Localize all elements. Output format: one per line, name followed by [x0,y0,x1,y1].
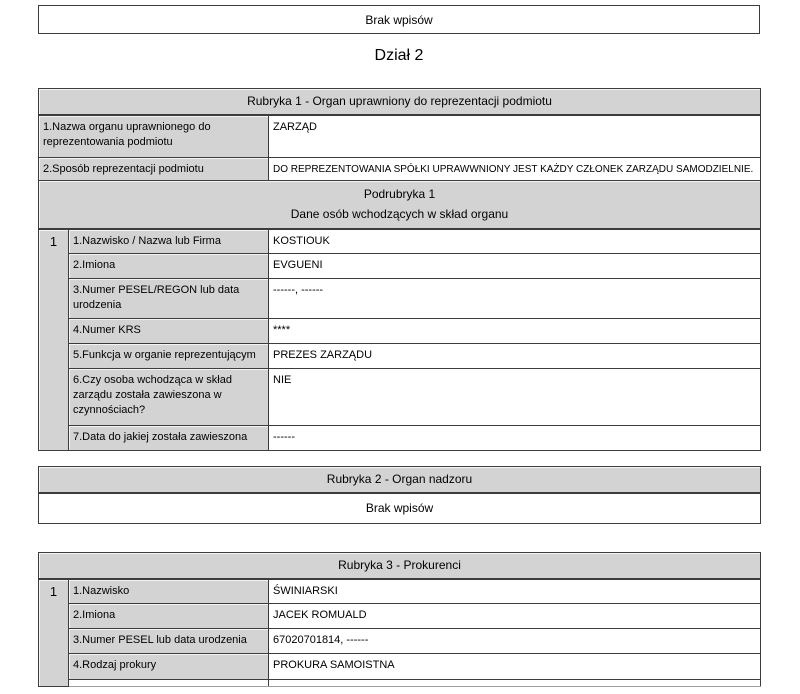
cutoff-cell [269,680,761,687]
label-cell: 4.Numer KRS [69,319,269,344]
rubryka3-title: Rubryka 3 - Prokurenci [39,553,761,579]
no-entries-box [38,5,760,34]
table-row [39,279,761,319]
value-cell: DO REPREZENTOWANIA SPÓŁKI UPRAWWNIONY JEST KAŻDY CZŁONEK ZARZĄDU SAMODZIELNIE. [269,158,761,181]
value-cell: JACEK ROMUALD [269,604,761,629]
value-cell: ------ [269,426,761,451]
label-cell: 7.Data do jakiej została zawieszona [69,426,269,451]
table-row [39,115,761,158]
table-row [39,158,761,181]
label-cell: 5.Funkcja w organie reprezentującym [69,344,269,369]
table-row [39,319,761,344]
podrubryka-title: Podrubryka 1 [363,187,436,202]
table-header-row [39,467,761,493]
value-cell: PROKURA SAMOISTNA [269,654,761,680]
table-row [39,629,761,654]
rubryka1-title: Rubryka 1 - Organ uprawniony do reprezentacji podmiotu [39,89,761,115]
value-cell: ------, ------ [269,279,761,319]
rubryka3-table [38,552,761,687]
no-entries-cell: Brak wpisów [39,493,761,524]
rubryka2-title: Rubryka 2 - Organ nadzoru [39,467,761,493]
cutoff-cell [69,680,269,687]
rubryka1-table [38,88,761,451]
label-cell: 4.Rodzaj prokury [69,654,269,680]
table-row [39,579,761,604]
value-cell: KOSTIOUK [269,229,761,254]
value-cell: **** [269,319,761,344]
label-cell: 2.Imiona [69,254,269,279]
table-row [39,493,761,524]
value-cell: 67020701814, ------ [269,629,761,654]
podrubryka-header [39,181,761,229]
table-row [39,654,761,680]
table-row [39,426,761,451]
table-row [39,369,761,426]
label-cell: 6.Czy osoba wchodząca w skład zarządu została zawieszona w czynnościach? [69,369,269,426]
table-header-row [39,89,761,115]
section-title: Dział 2 [374,47,424,64]
no-entries-text: Brak wpisów [365,12,433,27]
value-cell: ŚWINIARSKI [269,579,761,604]
label-cell: 2.Sposób reprezentacji podmiotu [39,158,269,181]
entry-number-cell: 1 [39,579,69,687]
label-cell: 1.Nazwisko [69,579,269,604]
entry-number-cell: 1 [39,229,69,451]
rubryka2-table [38,466,761,524]
value-cell: PREZES ZARZĄDU [269,344,761,369]
value-cell: EVGUENI [269,254,761,279]
table-row [39,344,761,369]
table-subheader-row [39,181,761,229]
table-row-cutoff [39,680,761,687]
podrubryka-subtitle: Dane osób wchodzących w skład organu [290,207,509,222]
value-cell: ZARZĄD [269,115,761,158]
table-header-row [39,553,761,579]
table-row [39,604,761,629]
label-cell: 3.Numer PESEL lub data urodzenia [69,629,269,654]
value-cell: NIE [269,369,761,426]
label-cell: 2.Imiona [69,604,269,629]
document-page [38,5,760,687]
table-row [39,229,761,254]
label-cell: 3.Numer PESEL/REGON lub data urodzenia [69,279,269,319]
label-cell: 1.Nazwisko / Nazwa lub Firma [69,229,269,254]
table-row [39,254,761,279]
label-cell: 1.Nazwa organu uprawnionego do reprezentowania podmiotu [39,115,269,158]
